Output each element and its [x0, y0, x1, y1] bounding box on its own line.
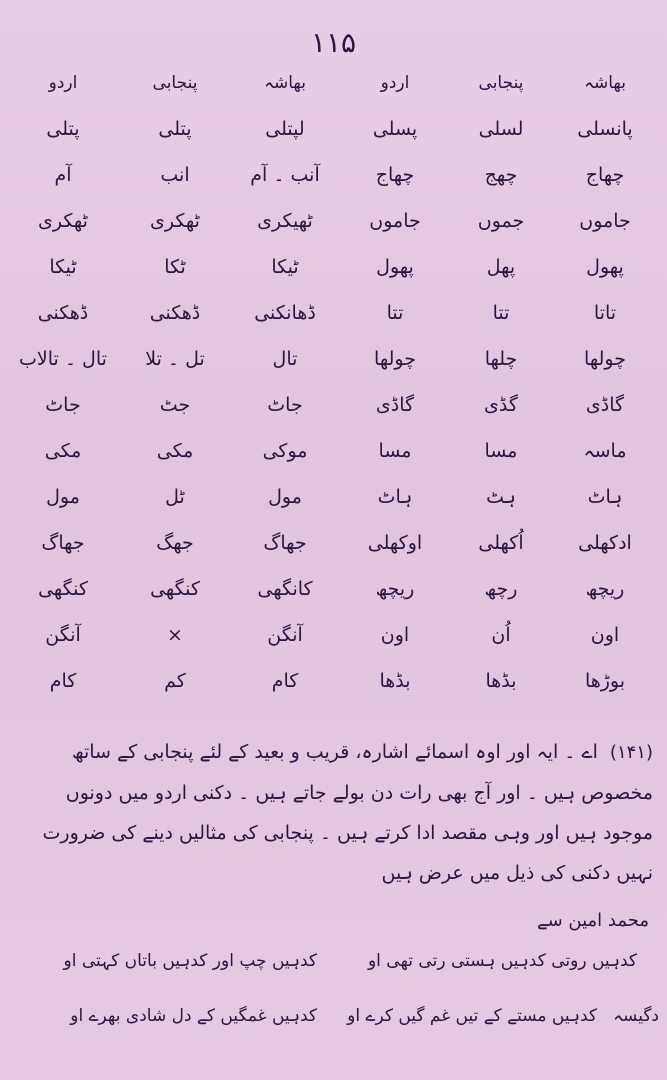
table-cell: تتا — [386, 302, 404, 324]
table-row — [0, 152, 667, 198]
table-cell: چھاج — [585, 164, 625, 186]
table-cell: ہاٹ — [377, 486, 413, 508]
table-cell: ٹل — [165, 486, 185, 508]
table-row — [0, 612, 667, 658]
table-cell: بڈھا — [485, 670, 517, 692]
table-cell: ٹیکا — [271, 256, 299, 278]
table-cell: × — [167, 624, 183, 646]
table-cell: مول — [268, 486, 302, 508]
table-cell: گڈی — [484, 394, 518, 416]
table-cell: آم — [54, 164, 72, 186]
table-row — [0, 106, 667, 152]
table-cell: گاڈی — [375, 394, 415, 416]
table-row — [0, 336, 667, 382]
table-cell: اُن — [491, 624, 511, 646]
table-cell: بڈھا — [379, 670, 411, 692]
paragraph-number: (۱۴۱) — [609, 742, 653, 763]
table-cell: ریچھ — [585, 578, 625, 600]
table-cell: جھاگ — [41, 532, 85, 554]
table-cell: اوکھلی — [367, 532, 423, 554]
table-cell: مول — [46, 486, 80, 508]
table-cell: ڈھانکنی — [254, 302, 316, 324]
table-cell: ٹھکری — [38, 210, 88, 232]
table-row — [0, 658, 667, 704]
table-cell: ٹکا — [164, 256, 186, 278]
table-cell: جاموں — [579, 210, 631, 232]
table-cell: لسلی — [478, 118, 524, 140]
header-cell: بھاشہ — [584, 73, 626, 93]
header-cell: بھاشہ — [264, 73, 306, 93]
header-cell: اردو — [380, 73, 410, 93]
table-cell: بوڑھا — [584, 670, 626, 692]
table-cell: تتا — [492, 302, 510, 324]
table-cell: موکی — [262, 440, 308, 462]
table-cell: لپتلی — [265, 118, 305, 140]
table-cell: کنگھی — [38, 578, 88, 600]
table-cell: رچھ — [484, 578, 518, 600]
table-cell: مسا — [484, 440, 518, 462]
table-cell: اون — [590, 624, 620, 646]
header-cell: پنجابی — [478, 73, 524, 93]
verse-line: کدہیں روتی کدہیں ہستی رتی تھی او — [367, 951, 637, 971]
table-cell: آنب ۔ آم — [250, 164, 320, 186]
table-cell: ریچھ — [375, 578, 415, 600]
table-cell: پتلی — [46, 118, 80, 140]
table-cell: ٹیکا — [49, 256, 77, 278]
table-cell: چولھا — [584, 348, 626, 370]
table-cell: پھل — [486, 256, 516, 278]
table-cell: جٹ — [159, 394, 191, 416]
table-row — [0, 520, 667, 566]
table-cell: ڈھکنی — [149, 302, 201, 324]
table-cell: ٹھیکری — [257, 210, 313, 232]
table-cell: تل ۔ تلا — [145, 348, 205, 370]
table-row — [0, 244, 667, 290]
table-row — [0, 428, 667, 474]
verse-line: کدہیں چپ اور کدہیں باتاں کہتی او — [63, 951, 317, 971]
table-cell: پھول — [586, 256, 624, 278]
table-cell: کنگھی — [150, 578, 200, 600]
table-cell: جھاگ — [263, 532, 307, 554]
table-cell: ڈھکنی — [37, 302, 89, 324]
table-cell: اون — [380, 624, 410, 646]
table-cell: چلھا — [484, 348, 518, 370]
table-row — [0, 198, 667, 244]
table-cell: تال — [272, 348, 298, 370]
table-cell: تاتا — [593, 302, 617, 324]
table-row — [0, 474, 667, 520]
table-cell: آنگن — [267, 624, 303, 646]
table-row — [0, 382, 667, 428]
table-cell: کام — [271, 670, 299, 692]
header-cell: پنجابی — [152, 73, 198, 93]
table-cell: جموں — [477, 210, 525, 232]
table-cell: پتلی — [158, 118, 192, 140]
table-cell: چھج — [484, 164, 518, 186]
table-cell: ہاٹ — [587, 486, 623, 508]
table-cell: پانسلی — [577, 118, 633, 140]
page-number: ۱۱۵ — [310, 26, 357, 59]
table-row — [0, 290, 667, 336]
table-cell: پھول — [376, 256, 414, 278]
table-cell: کانگھی — [257, 578, 313, 600]
table-cell: مکی — [156, 440, 194, 462]
verse-tag: دگیسہ — [613, 1006, 659, 1026]
table-cell: ٹھکری — [150, 210, 200, 232]
table-cell: کام — [49, 670, 77, 692]
table-cell: تال ۔ تالاب — [19, 348, 107, 370]
table-cell: جاٹ — [267, 394, 303, 416]
section-label: محمد امین سے — [537, 910, 649, 931]
table-cell: جاموں — [369, 210, 421, 232]
table-cell: مسا — [378, 440, 412, 462]
table-cell: انب — [160, 164, 190, 186]
paragraph — [18, 732, 653, 893]
table-header-row — [0, 60, 667, 106]
paragraph-text: اے ۔ ایہ اور اوہ اسمائے اشارہ، قریب و بعید کے لئے پنجابی کے ساتھ مخصوص ہیں ۔ اور آج بھی رات دن بولے جاتے ہیں ۔ دکنی اردو میں دونوں موجود ہیں اور وہی مقصد ادا کرتے ہیں ۔ پنجابی کی مثالیں دینے کی ضرورت نہیں دکنی کی ذیل میں عرض ہیں — [42, 741, 653, 884]
table-cell: جھگ — [156, 532, 194, 554]
table-cell: ادکھلی — [578, 532, 632, 554]
table-cell: مکی — [44, 440, 82, 462]
verse-line: کدہیں مستے کے تیں غم گیں کرے او — [347, 1006, 597, 1026]
table-cell: چھاج — [375, 164, 415, 186]
table-cell: چولھا — [374, 348, 416, 370]
table-cell: اُکھلی — [478, 532, 524, 554]
verse-line: کدہیں غمگیں کے دل شادی بھرے او — [70, 1006, 317, 1026]
table-cell: گاڈی — [585, 394, 625, 416]
table-row — [0, 566, 667, 612]
table-cell: آنگن — [45, 624, 81, 646]
header-cell: اردو — [48, 73, 78, 93]
table-cell: جاٹ — [45, 394, 81, 416]
table-cell: کم — [164, 670, 186, 692]
table-cell: ماسہ — [583, 440, 627, 462]
table-cell: پسلی — [372, 118, 418, 140]
table-cell: ہٹ — [486, 486, 516, 508]
